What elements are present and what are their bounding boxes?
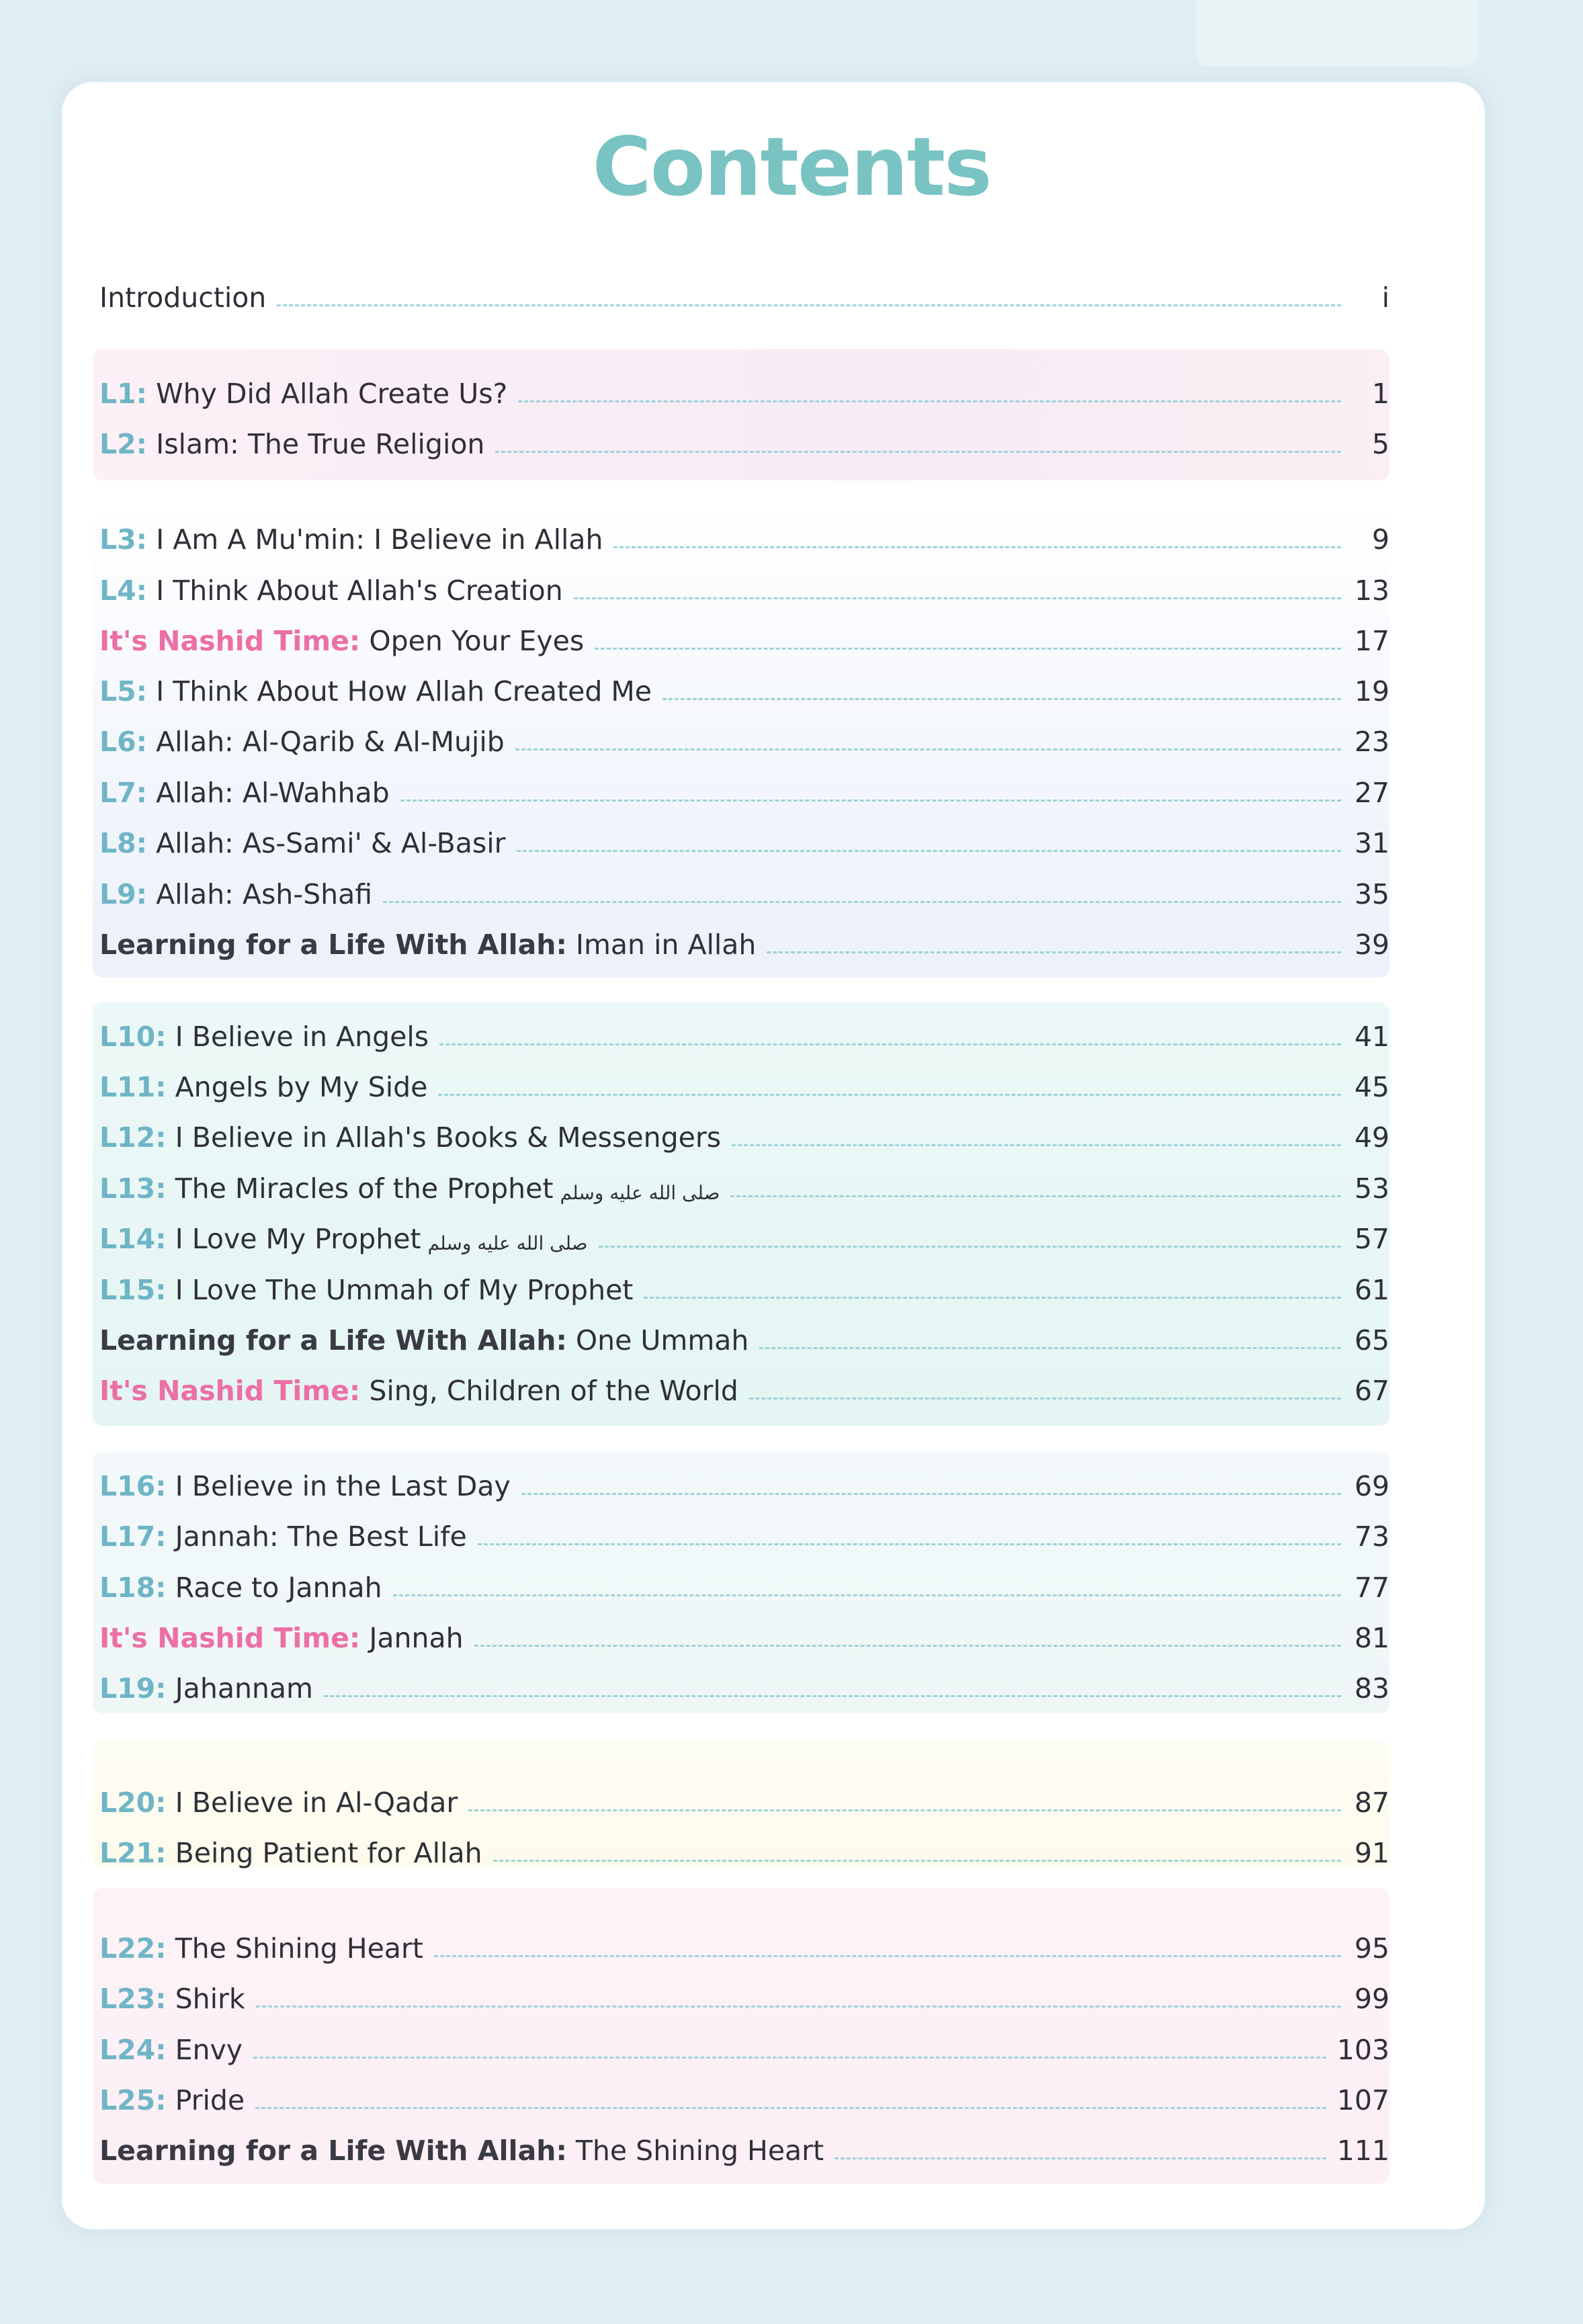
toc-page-number: 1 — [1371, 378, 1389, 410]
toc-page-number: 23 — [1354, 726, 1389, 758]
dotted-leader — [595, 648, 1341, 650]
toc-entry[interactable] — [99, 2021, 1389, 2064]
toc-entry-text: I Believe in Al-Qadar — [175, 1787, 458, 1819]
toc-page-number: 107 — [1336, 2084, 1389, 2116]
toc-page-number: 53 — [1354, 1172, 1389, 1205]
toc-entry[interactable] — [99, 1160, 1389, 1203]
toc-page-number: 57 — [1354, 1223, 1389, 1255]
dotted-leader — [517, 850, 1341, 852]
toc-entry-prefix: Learning for a Life With Allah: — [99, 2135, 567, 2167]
toc-page-number: 87 — [1354, 1787, 1389, 1819]
toc-entry-prefix: L19: — [99, 1672, 167, 1705]
toc-entry-prefix: It's Nashid Time: — [99, 625, 361, 657]
dotted-leader — [599, 1246, 1341, 1248]
toc-entry-prefix: L17: — [99, 1520, 167, 1553]
toc-entry-prefix: L13: — [99, 1172, 167, 1205]
dotted-leader — [613, 546, 1341, 548]
toc-entry[interactable] — [99, 916, 1389, 959]
toc-entry[interactable] — [99, 1362, 1389, 1405]
toc-entry[interactable] — [99, 1559, 1389, 1602]
toc-entry[interactable] — [99, 1774, 1389, 1817]
toc-entry-text: Pride — [175, 2084, 245, 2116]
toc-entry[interactable] — [99, 1457, 1389, 1500]
toc-entry-prefix: L23: — [99, 1983, 167, 2015]
toc-entry[interactable] — [99, 2122, 1389, 2165]
toc-entry-text: The Shining Heart — [175, 1932, 423, 1965]
dotted-leader — [730, 1195, 1341, 1197]
toc-page-number: 27 — [1354, 777, 1389, 809]
toc-page-number: 77 — [1354, 1572, 1389, 1604]
toc-page-number: 9 — [1371, 523, 1389, 556]
toc-entry[interactable] — [99, 662, 1389, 705]
dotted-leader — [400, 800, 1341, 802]
toc-entry-text: I Love The Ummah of My Prophet — [175, 1274, 634, 1306]
toc-entry[interactable] — [99, 612, 1389, 655]
toc-entry-prefix: L5: — [99, 675, 148, 707]
toc-page-number: 83 — [1354, 1672, 1389, 1705]
toc-page-number: 103 — [1336, 2034, 1389, 2066]
toc-entry[interactable] — [99, 511, 1389, 554]
toc-page-number: 73 — [1354, 1520, 1389, 1553]
toc-entry[interactable] — [99, 865, 1389, 908]
toc-entry[interactable] — [99, 764, 1389, 807]
dotted-leader — [383, 901, 1341, 903]
toc-entry[interactable] — [99, 1261, 1389, 1304]
toc-page-number: 67 — [1354, 1375, 1389, 1407]
toc-entry-prefix: L18: — [99, 1572, 167, 1604]
toc-entry-text: Envy — [175, 2034, 243, 2066]
toc-entry-text: Jahannam — [175, 1672, 313, 1705]
toc-entry[interactable] — [99, 365, 1389, 408]
toc-entry-text: Angels by My Side — [175, 1071, 428, 1103]
toc-entry-introduction[interactable] — [99, 269, 1389, 312]
toc-entry-prefix: L14: — [99, 1223, 167, 1255]
dotted-leader — [393, 1594, 1341, 1596]
toc-entry-text: I Think About Allah's Creation — [156, 574, 563, 607]
toc-entry[interactable] — [99, 1008, 1389, 1051]
toc-entry-text: I Believe in Angels — [175, 1021, 429, 1053]
toc-entry[interactable] — [99, 2071, 1389, 2114]
toc-entry-text: I Think About How Allah Created Me — [156, 675, 652, 707]
toc-entry-prefix: L9: — [99, 878, 148, 910]
toc-entry-text: I Believe in the Last Day — [175, 1470, 511, 1502]
dotted-leader — [277, 304, 1341, 306]
toc-entry-prefix: Learning for a Life With Allah: — [99, 929, 567, 961]
toc-entry-prefix: L1: — [99, 378, 148, 410]
toc-entry-prefix: Learning for a Life With Allah: — [99, 1324, 567, 1357]
dotted-leader — [478, 1543, 1341, 1545]
dotted-leader — [515, 748, 1341, 750]
toc-entry[interactable] — [99, 1824, 1389, 1867]
toc-entry[interactable] — [99, 1660, 1389, 1703]
toc-entry-prefix: L8: — [99, 827, 148, 859]
toc-entry-prefix: It's Nashid Time: — [99, 1375, 361, 1407]
toc-entry-arabic-honorific: صلى الله عليه وسلم — [560, 1182, 720, 1204]
toc-entry-prefix: L10: — [99, 1021, 167, 1053]
toc-entry-prefix: L22: — [99, 1932, 167, 1965]
toc-entry[interactable] — [99, 1970, 1389, 2013]
toc-entry-text: Iman in Allah — [575, 929, 757, 961]
toc-page-number: 41 — [1354, 1021, 1389, 1053]
toc-entry[interactable] — [99, 1609, 1389, 1652]
toc-entry[interactable] — [99, 713, 1389, 756]
toc-page-number: 39 — [1354, 929, 1389, 961]
toc-entry-text: Sing, Children of the World — [369, 1375, 738, 1407]
toc-page-number: 35 — [1354, 878, 1389, 910]
toc-entry-arabic-honorific: صلى الله عليه وسلم — [427, 1232, 588, 1254]
toc-entry[interactable] — [99, 1920, 1389, 1963]
dotted-leader — [662, 698, 1341, 700]
toc-entry[interactable] — [99, 1210, 1389, 1253]
toc-entry-text: Allah: As-Sami' & Al-Basir — [156, 827, 506, 859]
toc-page-number: 19 — [1354, 675, 1389, 707]
toc-entry[interactable] — [99, 1109, 1389, 1152]
toc-entry-text: Race to Jannah — [175, 1572, 382, 1604]
toc-entry-text: One Ummah — [575, 1324, 749, 1357]
toc-entry-text: Shirk — [175, 1983, 245, 2015]
dotted-leader — [759, 1347, 1341, 1349]
toc-page-number: 111 — [1336, 2135, 1389, 2167]
dotted-leader — [324, 1695, 1341, 1697]
page-title: Contents — [592, 121, 991, 214]
dotted-leader — [468, 1809, 1341, 1811]
toc-entry-prefix: L6: — [99, 726, 148, 758]
dotted-leader — [255, 2107, 1326, 2109]
dotted-leader — [495, 451, 1341, 453]
toc-page-number: 81 — [1354, 1622, 1389, 1654]
toc-entry-text: Allah: Ash-Shafi — [156, 878, 373, 910]
toc-entry-text: I Believe in Allah's Books & Messengers — [175, 1121, 722, 1154]
toc-entry-prefix: L16: — [99, 1470, 167, 1502]
page-corner-tab — [1196, 0, 1478, 67]
toc-page-number: 99 — [1354, 1983, 1389, 2015]
toc-page-number: 95 — [1354, 1932, 1389, 1965]
toc-entry[interactable] — [99, 814, 1389, 857]
toc-entry-text: I Am A Mu'min: I Believe in Allah — [156, 523, 603, 556]
toc-entry[interactable] — [99, 1058, 1389, 1101]
dotted-leader — [749, 1397, 1341, 1400]
toc-page-number: 65 — [1354, 1324, 1389, 1357]
toc-entry-text: Being Patient for Allah — [175, 1837, 482, 1869]
dotted-leader — [574, 597, 1341, 599]
toc-entry-prefix: L15: — [99, 1274, 167, 1306]
toc-page-number: 13 — [1354, 574, 1389, 607]
dotted-leader — [518, 400, 1341, 402]
toc-entry-text: The Miracles of the Prophet — [175, 1172, 554, 1205]
toc-page-number: 91 — [1354, 1837, 1389, 1869]
toc-entry-prefix: L7: — [99, 777, 148, 809]
toc-entry[interactable] — [99, 562, 1389, 605]
dotted-leader — [474, 1645, 1341, 1647]
toc-entry-text: Jannah: The Best Life — [175, 1520, 467, 1553]
toc-entry-prefix: It's Nashid Time: — [99, 1622, 361, 1654]
toc-entry-prefix: L3: — [99, 523, 148, 556]
toc-entry-text: Why Did Allah Create Us? — [156, 378, 508, 410]
dotted-leader — [253, 2057, 1326, 2059]
toc-entry[interactable] — [99, 1311, 1389, 1357]
toc-page-number: 61 — [1354, 1274, 1389, 1306]
dotted-leader — [767, 951, 1341, 953]
toc-entry-prefix: L21: — [99, 1837, 167, 1869]
toc-entry-text: The Shining Heart — [575, 2135, 824, 2167]
toc-entry-text: Introduction — [99, 282, 267, 314]
toc-entry-prefix: L11: — [99, 1071, 167, 1103]
toc-entry-prefix: L20: — [99, 1787, 167, 1819]
toc-entry-text: Allah: Al-Qarib & Al-Mujib — [156, 726, 505, 758]
toc-page-number: 17 — [1354, 625, 1389, 657]
toc-page-number: i — [1381, 282, 1389, 314]
dotted-leader — [439, 1043, 1341, 1045]
toc-entry[interactable] — [99, 415, 1389, 458]
toc-entry-text: Allah: Al-Wahhab — [156, 777, 390, 809]
dotted-leader — [256, 2006, 1341, 2008]
toc-entry-text: Jannah — [369, 1622, 464, 1654]
toc-entry-prefix: L12: — [99, 1121, 167, 1154]
toc-entry-prefix: L4: — [99, 574, 148, 607]
dotted-leader — [732, 1144, 1341, 1146]
toc-page-number: 31 — [1354, 827, 1389, 859]
toc-entry-prefix: L25: — [99, 2084, 167, 2116]
toc-page-number: 45 — [1354, 1071, 1389, 1103]
toc-page-number: 69 — [1354, 1470, 1389, 1502]
dotted-leader — [438, 1094, 1341, 1096]
toc-entry-text: Islam: The True Religion — [156, 428, 485, 460]
dotted-leader — [493, 1860, 1341, 1862]
dotted-leader — [521, 1493, 1341, 1495]
toc-entry-prefix: L24: — [99, 2034, 167, 2066]
toc-entry-text: I Love My Prophet — [175, 1223, 421, 1255]
dotted-leader — [835, 2157, 1326, 2159]
toc-entry-text: Open Your Eyes — [369, 625, 585, 657]
toc-entry-prefix: L2: — [99, 428, 148, 460]
toc-page-number: 5 — [1371, 428, 1389, 460]
toc-entry[interactable] — [99, 1508, 1389, 1551]
dotted-leader — [644, 1297, 1341, 1299]
toc-page-number: 49 — [1354, 1121, 1389, 1154]
dotted-leader — [434, 1955, 1341, 1957]
